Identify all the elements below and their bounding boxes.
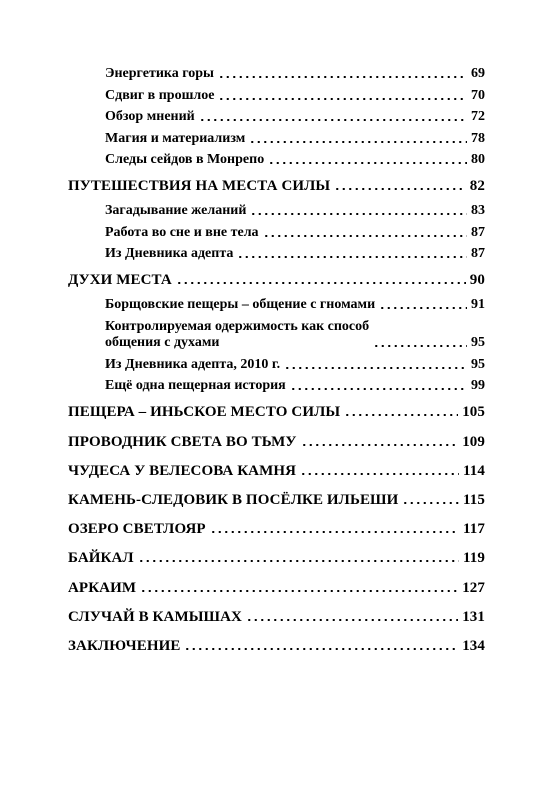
toc-entry[interactable]	[105, 378, 485, 394]
toc-chapter[interactable]	[68, 463, 485, 479]
toc-entry-title: Обзор мнений	[105, 109, 195, 124]
toc-chapter[interactable]	[68, 550, 485, 566]
toc-chapter-title: СЛУЧАЙ В КАМЫШАХ	[68, 609, 242, 625]
toc-entry-page: 83	[471, 203, 485, 218]
leader-dots	[138, 553, 459, 563]
toc-entry-page: 95	[471, 335, 485, 350]
leader-dots	[290, 381, 467, 391]
leader-dots	[334, 181, 466, 191]
toc-chapter[interactable]	[68, 580, 485, 596]
leader-dots	[263, 228, 467, 238]
toc-entry-title-line: общения с духами	[105, 335, 220, 350]
toc-entry-title: Работа во сне и вне тела	[105, 225, 259, 240]
leader-dots	[218, 69, 467, 79]
toc-chapter-page: 82	[469, 178, 485, 194]
leader-dots	[250, 206, 467, 216]
toc-chapter-page: 109	[462, 434, 485, 450]
leader-dots	[249, 134, 467, 144]
toc-entry-title: Следы сейдов в Монрепо	[105, 152, 265, 167]
toc-chapter-page: 105	[462, 404, 485, 420]
toc-entry-title: Борщовские пещеры – общение с гномами	[105, 297, 376, 312]
toc-entry-title-line: Контролируемая одержимость как способ	[105, 319, 370, 334]
leader-dots	[373, 338, 467, 348]
toc-entry[interactable]	[105, 225, 485, 241]
toc-entry-page: 70	[471, 88, 485, 103]
toc-chapter-title: ОЗЕРО СВЕТЛОЯР	[68, 521, 206, 537]
toc-entry-title: Сдвиг в прошлое	[105, 88, 215, 103]
toc-chapter-page: 90	[469, 272, 485, 288]
toc-chapter-title: ЗАКЛЮЧЕНИЕ	[68, 638, 181, 654]
toc-chapter-page: 117	[463, 521, 485, 537]
leader-dots	[210, 524, 459, 534]
toc-entry-title: Ещё одна пещерная история	[105, 378, 286, 393]
toc-entry-page: 72	[471, 109, 485, 124]
toc-chapter-title: ПЕЩЕРА – ИНЬСКОЕ МЕСТО СИЛЫ	[68, 404, 341, 420]
leader-dots	[237, 249, 467, 259]
toc-entry[interactable]	[105, 152, 485, 168]
toc-entry-title: Загадывание желаний	[105, 203, 247, 218]
toc-entry[interactable]	[105, 318, 485, 351]
leader-dots	[140, 583, 458, 593]
leader-dots	[199, 112, 467, 122]
leader-dots	[300, 466, 459, 476]
toc-chapter-page: 119	[463, 550, 485, 566]
leader-dots	[268, 155, 467, 165]
toc-entry-title: Из Дневника адепта	[105, 246, 234, 261]
toc-chapter[interactable]	[68, 272, 485, 288]
toc-chapter-title: КАМЕНЬ-СЛЕДОВИК В ПОСЁЛКЕ ИЛЬЕШИ	[68, 492, 399, 508]
leader-dots	[184, 641, 458, 651]
toc-chapter[interactable]	[68, 178, 485, 194]
toc-chapter[interactable]	[68, 609, 485, 625]
toc-entry-page: 95	[471, 357, 485, 372]
toc-entry[interactable]	[105, 357, 485, 373]
toc-chapter-page: 114	[463, 463, 485, 479]
leader-dots	[246, 612, 458, 622]
leader-dots	[402, 495, 459, 505]
toc-chapter-title: ДУХИ МЕСТА	[68, 272, 172, 288]
toc-entry-title: Из Дневника адепта, 2010 г.	[105, 357, 281, 372]
toc-chapter[interactable]	[68, 638, 485, 654]
toc-entry-page: 69	[471, 66, 485, 81]
leader-dots	[379, 300, 467, 310]
toc-entry-title: Магия и материализм	[105, 131, 246, 146]
toc-entry[interactable]	[105, 246, 485, 262]
toc-entry-page: 87	[471, 225, 485, 240]
toc-entry-page: 87	[471, 246, 485, 261]
toc-entry[interactable]	[105, 297, 485, 313]
toc-entry-title: Энергетика горы	[105, 66, 214, 81]
toc-entry-page: 99	[471, 378, 485, 393]
toc-entry-page: 91	[471, 297, 485, 312]
toc-entry[interactable]	[105, 66, 485, 82]
toc-chapter[interactable]	[68, 492, 485, 508]
leader-dots	[218, 91, 467, 101]
toc-chapter-title: ЧУДЕСА У ВЕЛЕСОВА КАМНЯ	[68, 463, 297, 479]
toc-chapter[interactable]	[68, 404, 485, 420]
toc-chapter-title: ПРОВОДНИК СВЕТА ВО ТЬМУ	[68, 434, 297, 450]
toc-chapter[interactable]	[68, 521, 485, 537]
toc-entry[interactable]	[105, 203, 485, 219]
toc-chapter-page: 131	[462, 609, 485, 625]
toc-chapter-page: 115	[463, 492, 485, 508]
leader-dots	[301, 437, 459, 447]
toc-entry[interactable]	[105, 109, 485, 125]
toc-chapter-page: 127	[462, 580, 485, 596]
toc-chapter[interactable]	[68, 434, 485, 450]
leader-dots	[344, 407, 458, 417]
leader-dots	[284, 360, 467, 370]
toc-chapter-title: АРКАИМ	[68, 580, 137, 596]
toc-chapter-page: 134	[462, 638, 485, 654]
toc-entry[interactable]	[105, 131, 485, 147]
toc-entry[interactable]	[105, 88, 485, 104]
toc-entry-title	[105, 318, 369, 351]
toc-chapter-title: БАЙКАЛ	[68, 550, 134, 566]
toc-chapter-title: ПУТЕШЕСТВИЯ НА МЕСТА СИЛЫ	[68, 178, 331, 194]
leader-dots	[176, 275, 466, 285]
toc-entry-page: 78	[471, 131, 485, 146]
toc-entry-page: 80	[471, 152, 485, 167]
